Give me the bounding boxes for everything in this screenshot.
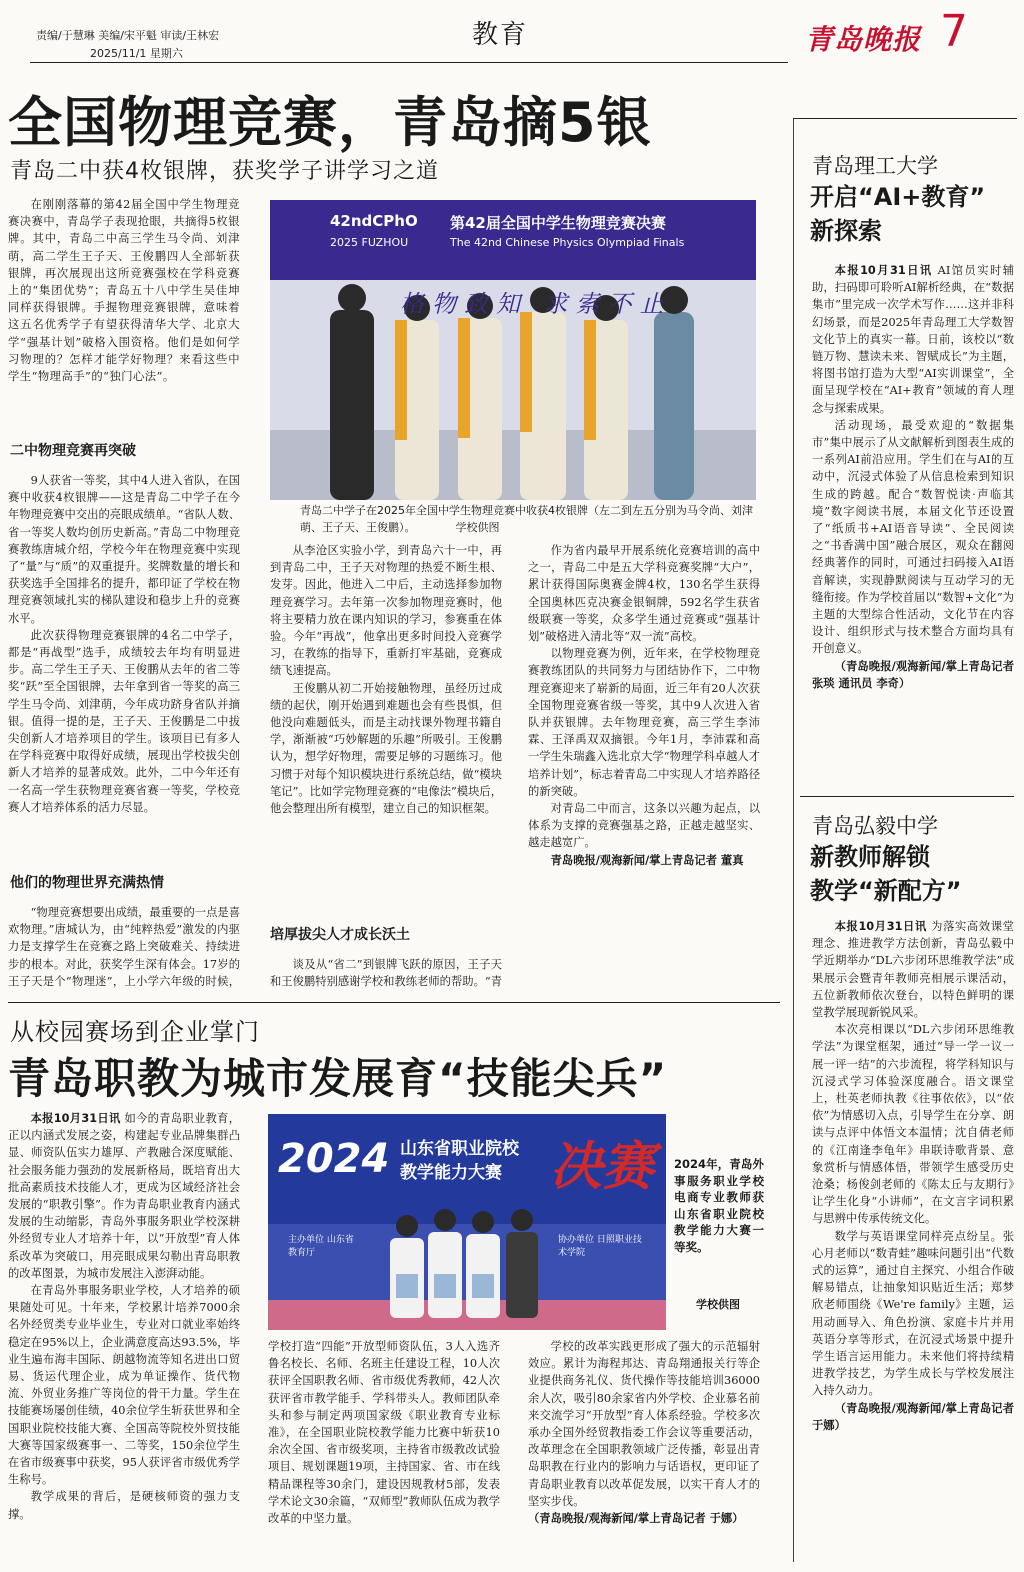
section2-title: 他们的物理世界充满热情 [10, 875, 164, 891]
issue-date: 2025/11/1 星期六 [90, 47, 183, 60]
banner-title2: 教学能力大赛 [400, 1163, 502, 1183]
sidebar1-body: 本报10月31日讯 AI馆员实时辅助，扫码即可聆听AI解析经典，在“数据集市”里完成一次学术写作……这并非科幻场景，而是2025年青岛理工大学数智文化节上的真实一幕。日前，该校以“数链万物、慧读未来、智赋成长”为主题，将图书馆打造为大型“AI实训课堂”，全面呈现学校在“AI+教育”领域的育人理念与探索成果。 活动现场，最受欢迎的“数据集市”集中展示了从文献解析到图表生成的一系列AI前沿应用。学生们在与AI的互动中，沉浸式体验了从信息检索到知识生成的跨越。配合“数智悦读·声临其境”数字阅读书展，本届文化节还设置了“纸质书+AI语音导读”、全民阅读之“书香满中国”融合展区，观众在翻阅经典著作的同时，可通过扫码接入AI语音解读，实现静默阅读与互动学习的无缝衔接。作为学校首届以“数智+文化”为主题的大型综合性活动，文化节在内容设计、组织形式与技术整合方面均具有开创意义。 （青岛晚报/观海新闻/掌上青岛记者 张琰 通讯员 李奇） [812, 264, 1014, 690]
section1-title: 二中物理竞赛再突破 [10, 443, 136, 459]
sidebar1-title-line1: 开启“AI+教育” [810, 183, 986, 211]
article2-kicker: 从校园赛场到企业掌门 [10, 1018, 260, 1046]
editors-line: 责编/于慧琳 美编/宋平魁 审读/王林宏 [36, 29, 220, 42]
banner-2024: 2024 [278, 1136, 390, 1182]
sidebar1-kicker: 青岛理工大学 [812, 154, 938, 178]
sidebar2-kicker: 青岛弘毅中学 [812, 814, 938, 838]
section3-title: 培厚拔尖人才成长沃土 [270, 927, 410, 943]
masthead-logo: 青岛晚报 [805, 23, 922, 56]
article1-photo [270, 200, 756, 500]
banner-title-cn: 第42届全国中学生物理竞赛决赛 [450, 214, 666, 232]
section-name: 教育 [472, 20, 529, 50]
sidebar-top-rule [793, 118, 1017, 119]
banner-final: 决赛 [550, 1136, 655, 1197]
sidebar-left-rule [793, 118, 794, 1562]
article1-caption: 青岛二中学子在2025年全国中学生物理竞赛中收获4枚银牌（左二到左五分别为马令尚、刘津萌、王子天、王俊鹏）。 学校供图 [300, 504, 753, 534]
sidebar2-body: 本报10月31日讯 为落实高效课堂理念、推进教学方法创新，青岛弘毅中学近期举办“DL六步闭环思维教学法”成果展示会暨青年教师亮相展示课活动，五位新教师依次登台，以特色鲜明的课堂教学展现新锐风采。 本次亮相课以“DL六步闭环思维教学法”为课堂框架，通过“导一学一议一展一评一结”的六步流程，将学科知识与沉浸式学习体验深度融合。语文课堂上，杜英老师执教《往事依依》，以“依依”为情感切入点，引导学生在分享、朗读与点评中体悟文本温情；沈自倩老师的《江南逢李龟年》串联诗歌背景、意象赏析与情感体悟，带领学生感受历史沧桑；杨俊剑老师的《陈太丘与友期行》让学生化身“小讲师”，在文言字词积累与思辨中传承传统文化。 数学与英语课堂同样亮点纷呈。张心月老师以“数青蛙”趣味问题引出“代数式的运算”，通过自主探究、小组合作破解易错点，让抽象知识贴近生活；郑梦欣老师围绕《We're family》主题，运用动画导入、角色扮演、家庭卡片并用英语分享等形式，在沉浸式场景中提升学生语言运用能力。未来他们将持续精进教学技艺，为学生成长与学校发展注入持久动力。 （青岛晚报/观海新闻/掌上青岛记者 于娜） [812, 920, 1014, 1432]
article2-col3: 学校的改革实践更形成了强大的示范辐射效应。累计为海程邦达、青岛翔通报关行等企业提供商务礼仪、货代操作等技能培训36000余人次，吸引80余家省内外学校、企业慕名前来交流学习“开放型”育人体系经验。学校多次承办全国外经贸教指委工作会议等重要活动，改革理念在全国职教领域广泛传播，彰显出青岛职教在行业内的影响力与话语权，更印证了青岛职业教育以改革促发展，以实干育人才的坚实步伐。 （青岛晚报/观海新闻/掌上青岛记者 于娜） [528, 1340, 760, 1526]
sidebar2-title-line2: 教学“新配方” [810, 877, 962, 905]
article1-lead: 在刚刚落幕的第42届全国中学生物理竞赛决赛中，青岛学子表现抢眼，共摘得5枚银牌。其中，青岛二中高三学生马令尚、刘津萌，高二学生王子天、王俊鹏四人全部斩获银牌，再次展现出这所竞赛强校在学科竞赛上的“集团优势”；青岛五十八中学生吴佳坤同样获得银牌。手握物理竞赛银牌，意味着这五名优秀学子有望获得清华大学、北京大学“强基计划”破格入围资格。他们是如何学习物理的？怎样才能学好物理？来看这些中学生“物理高手”的“独门心法”。 [8, 198, 240, 384]
article2-caption-credit: 学校供图 [696, 1298, 740, 1311]
article1-col2-bottom: 谈及从“省二”到银牌飞跃的原因，王子天和王俊鹏特别感谢学校和教练老师的帮助。“青 [270, 958, 502, 989]
article2-col2: 学校打造“四能”开放型师资队伍，3人入选齐鲁名校长、名师、名班主任建设工程，10人次获评全国职教名师、省市级优秀教师，42人次获评省市教学能手、学科带头人。教师团队牵头和参与制定两项国家级《职业教育专业标准》，在全国职业院校教学能力比赛中斩获10余次全国、省市级奖项，主持省市级教改试验项目、规划课题19项，主持国家、省、市在线精品课程等30余门，建设因规教材5部，发表学术论文30余篇，“双师型”教师队伍成为教学改革的中坚力量。 [268, 1340, 500, 1526]
sign-organizer: 主办单位 山东省教育厅 [288, 1235, 354, 1258]
banner-year: 2025 FUZHOU [330, 236, 409, 249]
article2-col1: 本报10月31日讯 如今的青岛职业教育，正以内涵式发展之姿，构建起专业品牌集群凸显、师资队伍实力雄厚、产教融合深度赋能、社会服务能力强劲的发展新格局，既培育出大批高素质技术技能人才，更成为区域经济社会发展的“职教引擎”。作为青岛职业教育内涵式发展的生动缩影，青岛外事服务职业学校深耕外经贸专业人才培养十年，以“开放型”育人体系改革为突破口，用亮眼成果勾勒出青岛职教的改革图景，为城市发展注入澎湃动能。 在青岛外事服务职业学校，人才培养的硕果随处可见。十年来，学校累计培养7000余名外经贸类专业毕业生，专业对口就业率始终稳定在95%以上，企业满意度高达93.5%，毕业生遍布海丰国际、朗越物流等知名进出口贸易、货运代理企业，成为单证操作、货代物流、外贸业务推广等岗位的骨干力量。学生在技能赛场屡创佳绩，40余位学生斩获世界和全国职业院校技能大赛、全国高等院校外贸技能大赛等国家级赛事一、二等奖，150余位学生在省市级赛事中获奖，95人获评省市级优秀学生称号。 教学成果的背后，是硬核师资的强力支撑。 [8, 1112, 240, 1521]
article1-subhead: 青岛二中获4枚银牌，获奖学子讲学习之道 [10, 159, 439, 184]
header-rule [30, 62, 788, 63]
article1-col3: 作为省内最早开展系统化竞赛培训的高中之一，青岛二中是五大学科竞赛奖牌“大户”，累计获得国际奥赛金牌4枚，130名学生获得全国奥林匹克决赛金银铜牌，592名学生获省级联赛一等奖，众多学生通过竞赛或“强基计划”破格进入清北等“双一流”高校。 以物理竞赛为例，近年来，在学校物理竞赛教练团队的共同努力与团结协作下，二中物理竞赛迎来了崭新的局面，近三年有20人次获全国物理竞赛省级一等奖，其中9人次进入省队并获银牌。去年物理竞赛，高三学生李沛霖、王泽禹双双摘银。今年1月，李沛霖和高一学生朱瑞鑫入选北京大学“物理学科卓越人才培养计划”，标志着青岛二中实现人才培养路径的新突破。 对青岛二中而言，这条以兴趣为起点，以体系为支撑的竞赛强基之路，正越走越坚实、越走越宽广。 青岛晚报/观海新闻/掌上青岛记者 董真 [528, 544, 760, 867]
article1-col1: 9人获省一等奖，其中4人进入省队，在国赛中收获4枚银牌——这是青岛二中学子在今年物理竞赛中交出的亮眼成绩单。“省队人数、省一等奖人数均创历史新高。”青岛二中物理竞赛教练唐城介绍，学校今年在物理竞赛中实现了“量”与“质”的双重提升。奖牌数量的增长和获奖选手全国排名的提升，都印证了学校在物理竞赛领域扎实的梯队建设和稳步上升的竞赛水平。 此次获得物理竞赛银牌的4名二中学子，都是“再战型”选手，成绩较去年均有明显进步。高二学生王子天、王俊鹏从去年的省二等奖“跃”至全国银牌，去年拿到省一等奖的高三学生马令尚、刘津萌，今年成功跻身省队并摘银。值得一提的是，王子天、王俊鹏是二中拔尖创新人才培养项目的学生。该项目已有多人在学科竞赛中取得好成绩，展现出学校拔尖创新人才培养的显著成效。此外，二中今年还有一名高一学生获物理竞赛省赛一等奖，学校竞赛人才培养体系的活力尽显。 [8, 474, 240, 814]
sidebar2-title-line1: 新教师解锁 [810, 843, 930, 871]
sidebar-divider [800, 796, 1014, 797]
article2-headline: 青岛职教为城市发展育“技能尖兵” [8, 1054, 668, 1103]
article1-headline: 全国物理竞赛，青岛摘5银 [8, 91, 652, 154]
article-divider [8, 1002, 780, 1003]
sidebar1-title-line2: 新探索 [810, 217, 882, 245]
article1-col1-bottom: “物理竞赛想要出成绩，最重要的一点是喜欢物理。”唐城认为，由“纯粹热爱”激发的内驱力是支撑学生在竞赛之路上突破难关、持续进步的根本。对此，获奖学生深有体会。17岁的王子天是个“物理迷”，上小学六年级的时候， [8, 906, 240, 988]
article2-photo [268, 1114, 666, 1330]
page-number: 7 [940, 6, 968, 57]
banner-logo: 42ndCPhO [330, 212, 418, 230]
sign-coorganizer: 协办单位 日照职业技术学院 [558, 1235, 642, 1258]
banner-title-en: The 42nd Chinese Physics Olympiad Finals [450, 236, 685, 249]
article1-col2: 从李沧区实验小学，到青岛六十一中，再到青岛二中，王子天对物理的热爱不断生根、发芽。因此，他进入二中后，主动选择参加物理竞赛学习。去年第一次参加物理竞赛时，他将主要精力放在课内知识的学习，参赛重在体验。今年“再战”，他拿出更多时间投入竞赛学习，在教练的指导下，重新打牢基础，竞赛成绩飞速提高。 王俊鹏从初二开始接触物理，虽经历过成绩的起伏，刚开始遇到难题也会有些畏惧，但他没向难题低头，而是主动找课外物理书籍自学，渐渐被“巧妙解题的乐趣”所吸引。王俊鹏认为，想学好物理，需要足够的习题练习。他习惯于对每个知识模块进行系统总结，做“模块笔记”。比如学完物理竞赛的“电像法”模块后，他会整理出所有模型，建立自己的知识框架。 [270, 544, 502, 816]
banner-title1: 山东省职业院校 [400, 1139, 519, 1159]
article2-caption: 2024年，青岛外事服务职业学校电商专业教师获山东省职业院校教学能力大赛一等奖。 [674, 1157, 764, 1254]
backdrop-slogan: 格物致知 求索不止 [400, 290, 672, 318]
